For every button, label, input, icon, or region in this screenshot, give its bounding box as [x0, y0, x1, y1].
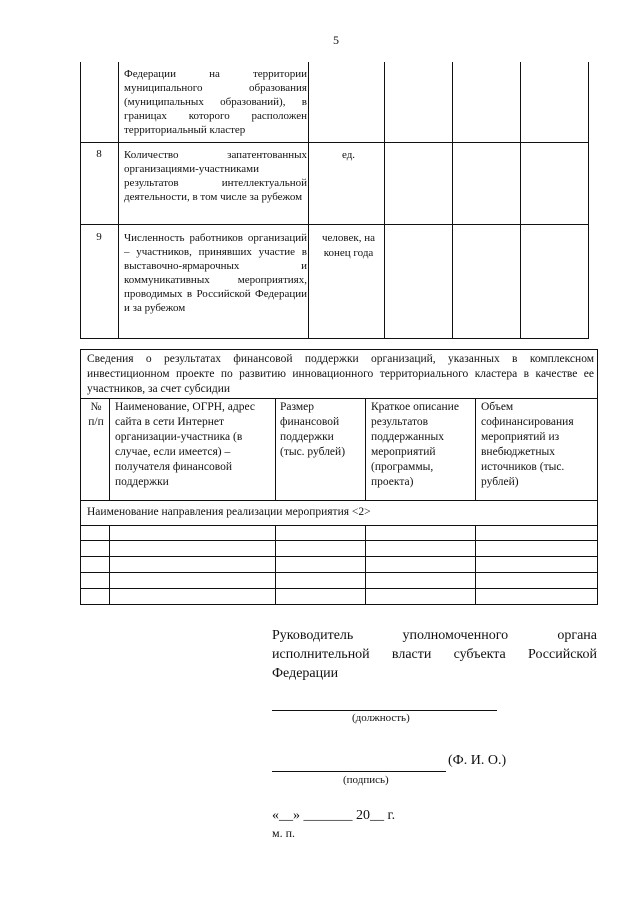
table-row-name: Количество запатентованных организациями-участниками результатов интеллектуальной деятельности, в том числе за рубежом [124, 149, 307, 203]
signature-label: (подпись) [343, 774, 389, 786]
header-size: Размер финансовой поддержки (тыс. рублей) [280, 401, 346, 458]
col-divider [475, 398, 476, 500]
col-divider [308, 62, 309, 339]
stamp-place: м. п. [272, 826, 296, 840]
table-row [81, 572, 597, 573]
position-label: (должность) [352, 712, 410, 724]
col-divider [384, 62, 385, 339]
header-description: Краткое описание результатов поддержанных мероприятий (программы, проекта) [371, 401, 459, 488]
table-row-unit: человек, на конец года [321, 232, 376, 259]
table-row-number: 9 [96, 231, 102, 243]
row-divider [81, 500, 597, 501]
col-divider [475, 525, 476, 605]
col-divider [118, 62, 119, 339]
table-row [81, 540, 597, 541]
table-row-name: Федерации на территории муниципального образования (муниципальных образований), в границах которого расположен территориальный кластер [124, 68, 307, 136]
table-title: Сведения о результатах финансовой поддержки организаций, указанных в комплексном инвестиционном проекте по развитию инновационного территориального кластера в качестве ее участников, за счет субсидии [87, 353, 594, 395]
table-row [81, 556, 597, 557]
header-name: Наименование, ОГРН, адрес сайта в сети Интернет организации-участника (в случае, если имеется) – получателя финансовой поддержки [115, 401, 255, 488]
table-row-unit: ед. [341, 149, 356, 161]
page-number: 5 [333, 33, 339, 47]
col-divider [109, 525, 110, 605]
signatory-line2: Федерации [272, 666, 339, 681]
position-line [272, 710, 497, 711]
signature-line [272, 771, 446, 772]
table-row-number: 8 [96, 148, 102, 160]
col-divider [520, 62, 521, 339]
indicators-table [80, 62, 589, 339]
col-divider [365, 398, 366, 500]
row-divider [81, 525, 597, 526]
col-divider [275, 525, 276, 605]
signatory-line1: Руководитель уполномоченного органа исполнительной власти субъекта Российской [272, 628, 597, 662]
header-volume: Объем софинансирования мероприятий из внебюджетных источников (тыс. рублей) [481, 401, 574, 488]
col-divider [275, 398, 276, 500]
table-row-name: Численность работников организаций – участников, принявших участие в выставочно-ярмарочных и коммуникативных мероприятиях, проводимых в Российской Федерации и за рубежом [124, 232, 307, 314]
financial-support-table [80, 349, 598, 605]
direction-name: Наименование направления реализации мероприятия <2> [87, 506, 371, 518]
header-num: № п/п [88, 401, 104, 428]
col-divider [452, 62, 453, 339]
col-divider [365, 525, 366, 605]
fio-label: (Ф. И. О.) [448, 753, 507, 768]
date-field: «__» _______ 20__ г. [272, 808, 396, 823]
row-divider [81, 398, 597, 399]
row-divider [80, 142, 589, 143]
col-divider [109, 398, 110, 500]
signatory-title [272, 626, 597, 683]
row-divider [80, 224, 589, 225]
table-row [81, 588, 597, 589]
